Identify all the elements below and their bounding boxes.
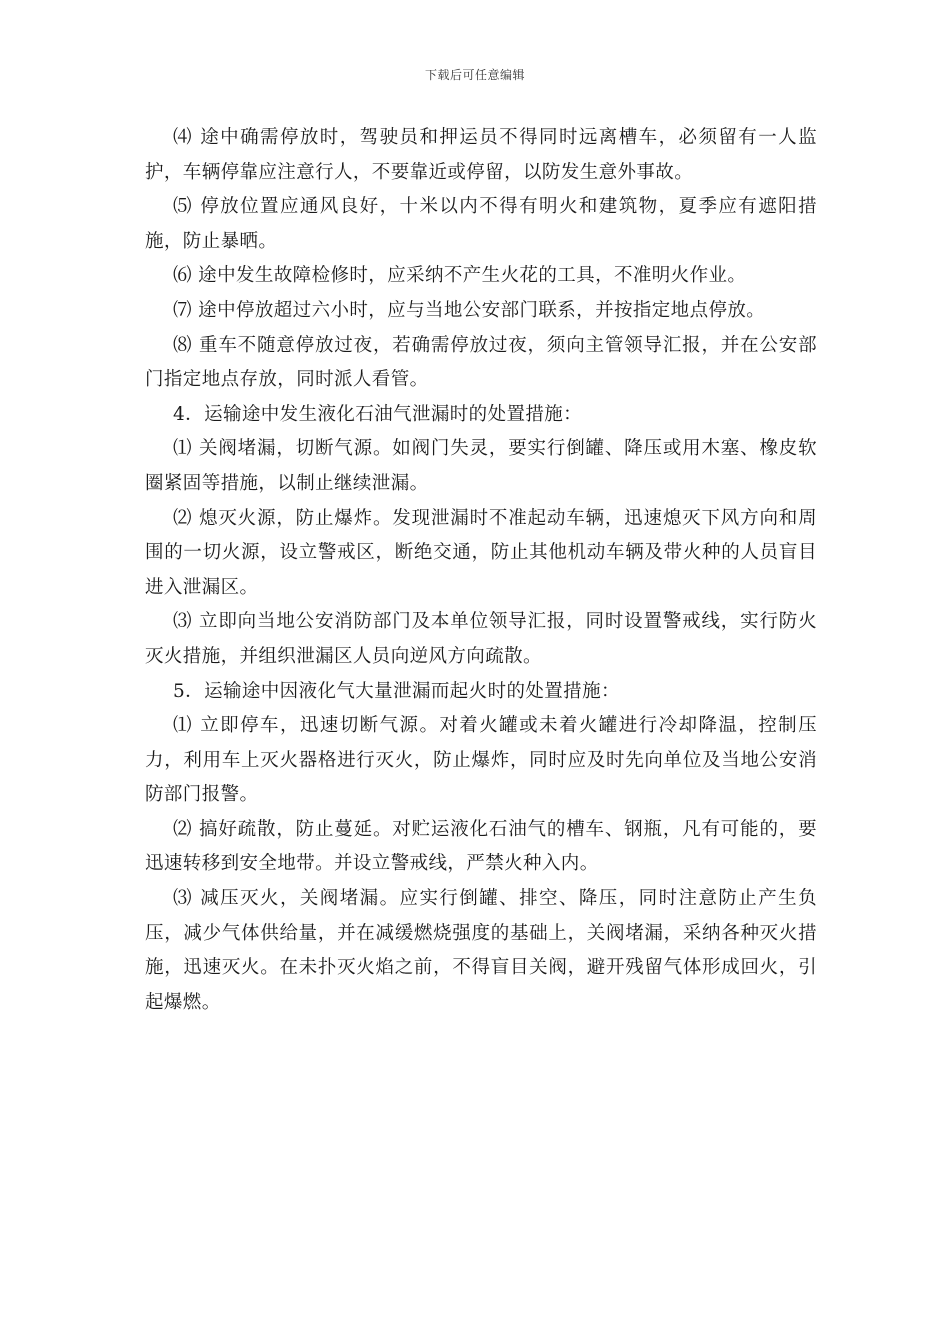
section-heading-5: 5．运输途中因液化气大量泄漏而起火时的处置措施： bbox=[173, 680, 620, 702]
paragraph-item-5: ⑸ 停放位置应通风良好，十米以内不得有明火和建筑物，夏季应有遮阳措施，防止暴晒。 bbox=[145, 196, 817, 252]
section-heading-4: 4．运输途中发生液化石油气泄漏时的处置措施： bbox=[173, 403, 583, 425]
paragraph-item-7: ⑺ 途中停放超过六小时，应与当地公安部门联系，并按指定地点停放。 bbox=[173, 299, 766, 321]
paragraph-section5-item-1: ⑴ 立即停车，迅速切断气源。对着火罐或未着火罐进行冷却降温，控制压力，利用车上灭火器格进行灭火，防止爆炸，同时应及时先向单位及当地公安消防部门报警。 bbox=[145, 715, 817, 806]
paragraph-section4-item-1: ⑴ 关阀堵漏，切断气源。如阀门失灵，要实行倒罐、降压或用木塞、橡皮软圈紧固等措施，以制止继续泄漏。 bbox=[145, 438, 817, 494]
paragraph-section5-item-2: ⑵ 搞好疏散，防止蔓延。对贮运液化石油气的槽车、钢瓶，凡有可能的，要迅速转移到安全地带。并设立警戒线，严禁火种入内。 bbox=[145, 818, 817, 875]
paragraph-item-8: ⑻ 重车不随意停放过夜，若确需停放过夜，须向主管领导汇报，并在公安部门指定地点存放，同时派人看管。 bbox=[145, 334, 817, 391]
page-header-note: 下载后可任意编辑 bbox=[424, 68, 525, 82]
paragraph-section5-item-3: ⑶ 减压灭火，关阀堵漏。应实行倒罐、排空、降压，同时注意防止产生负压，减少气体供给量，并在减缓燃烧强度的基础上，关阀堵漏，采纳各种灭火措施，迅速灭火。在未扑灭火焰之前，不得盲目关阀，避开残留气体形成回火，引起爆燃。 bbox=[145, 888, 817, 1013]
document-body bbox=[145, 121, 817, 1020]
paragraph-item-6: ⑹ 途中发生故障检修时，应采纳不产生火花的工具，不准明火作业。 bbox=[173, 265, 747, 287]
paragraph-section4-item-3: ⑶ 立即向当地公安消防部门及本单位领导汇报，同时设置警戒线，实行防火灭火措施，并组织泄漏区人员向逆风方向疏散。 bbox=[145, 611, 817, 667]
paragraph-item-4: ⑷ 途中确需停放时，驾驶员和押运员不得同时远离槽车，必须留有一人监护，车辆停靠应注意行人，不要靠近或停留，以防发生意外事故。 bbox=[145, 127, 817, 183]
paragraph-section4-item-2: ⑵ 熄灭火源，防止爆炸。发现泄漏时不准起动车辆，迅速熄灭下风方向和周围的一切火源，设立警戒区，断绝交通，防止其他机动车辆及带火种的人员盲目进入泄漏区。 bbox=[145, 507, 817, 598]
